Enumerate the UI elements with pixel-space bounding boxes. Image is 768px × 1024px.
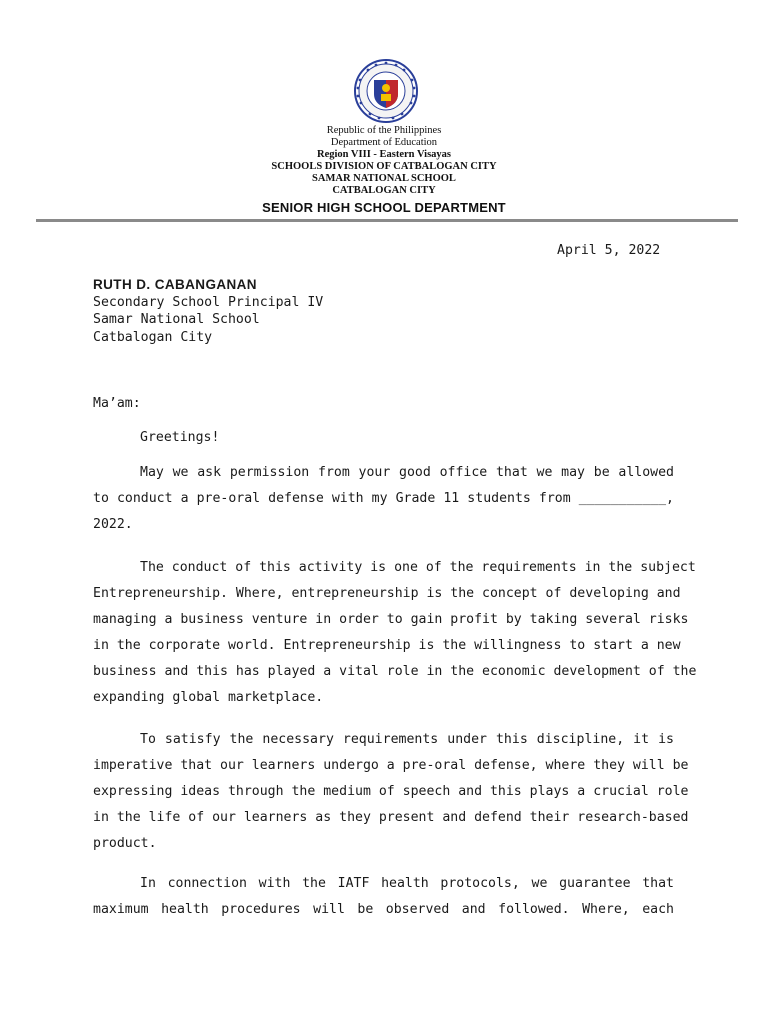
paragraph-4 (93, 871, 674, 923)
paragraph-line: imperative that our learners undergo a pre-oral defense, where they will be (93, 758, 689, 773)
paragraph-line: May we ask permission from your good office that we may be allowed (140, 465, 674, 480)
header-divider (36, 219, 738, 222)
paragraph-line: to conduct a pre-oral defense with my Grade 11 students from ___________, (93, 491, 674, 506)
recipient-school: Samar National School (93, 312, 260, 327)
recipient-name: RUTH D. CABANGANAN (93, 277, 257, 292)
recipient-address (93, 276, 323, 346)
paragraph-line: In connection with the IATF health protocols, we guarantee that (140, 876, 674, 891)
paragraph-line: The conduct of this activity is one of the requirements in the subject (140, 560, 696, 575)
paragraph-line: To satisfy the necessary requirements under this discipline, it is (140, 732, 674, 747)
paragraph-line: managing a business venture in order to gain profit by taking several risks (93, 612, 689, 627)
paragraph-line: product. (93, 836, 157, 851)
letterhead-republic: Republic of the Philippines (326, 125, 442, 136)
letterhead-department: Department of Education (330, 137, 438, 148)
letterhead-division: SCHOOLS DIVISION OF CATBALOGAN CITY (271, 161, 497, 172)
paragraph-1 (93, 460, 674, 538)
paragraph-line: expanding global marketplace. (93, 690, 324, 705)
letterhead-school: SAMAR NATIONAL SCHOOL (312, 173, 456, 184)
paragraph-line: in the life of our learners as they present and defend their research-based (93, 810, 689, 825)
paragraph-line: maximum health procedures will be observed and followed. Where, each (93, 902, 674, 917)
salutation: Ma’am: (93, 396, 141, 411)
paragraph-line: 2022. (93, 517, 133, 532)
greeting: Greetings! (140, 430, 220, 445)
letter-date: April 5, 2022 (557, 243, 661, 258)
paragraph-line: Entrepreneurship. Where, entrepreneurship is the concept of developing and (93, 586, 681, 601)
paragraph-line: in the corporate world. Entrepreneurship is the willingness to start a new (93, 638, 681, 653)
letterhead-city: CATBALOGAN CITY (332, 185, 436, 196)
paragraph-3 (93, 727, 689, 857)
paragraph-line: expressing ideas through the medium of speech and this plays a crucial role (93, 784, 689, 799)
paragraph-line: business and this has played a vital role in the economic development of the (93, 664, 697, 679)
paragraph-2 (93, 555, 697, 711)
deped-seal-logo (346, 58, 426, 124)
letterhead (0, 125, 768, 215)
recipient-city: Catbalogan City (93, 329, 213, 345)
letterhead-region: Region VIII - Eastern Visayas (317, 149, 451, 160)
recipient-title: Secondary School Principal IV (93, 294, 324, 310)
letterhead-senior-high-dept: SENIOR HIGH SCHOOL DEPARTMENT (262, 200, 506, 215)
